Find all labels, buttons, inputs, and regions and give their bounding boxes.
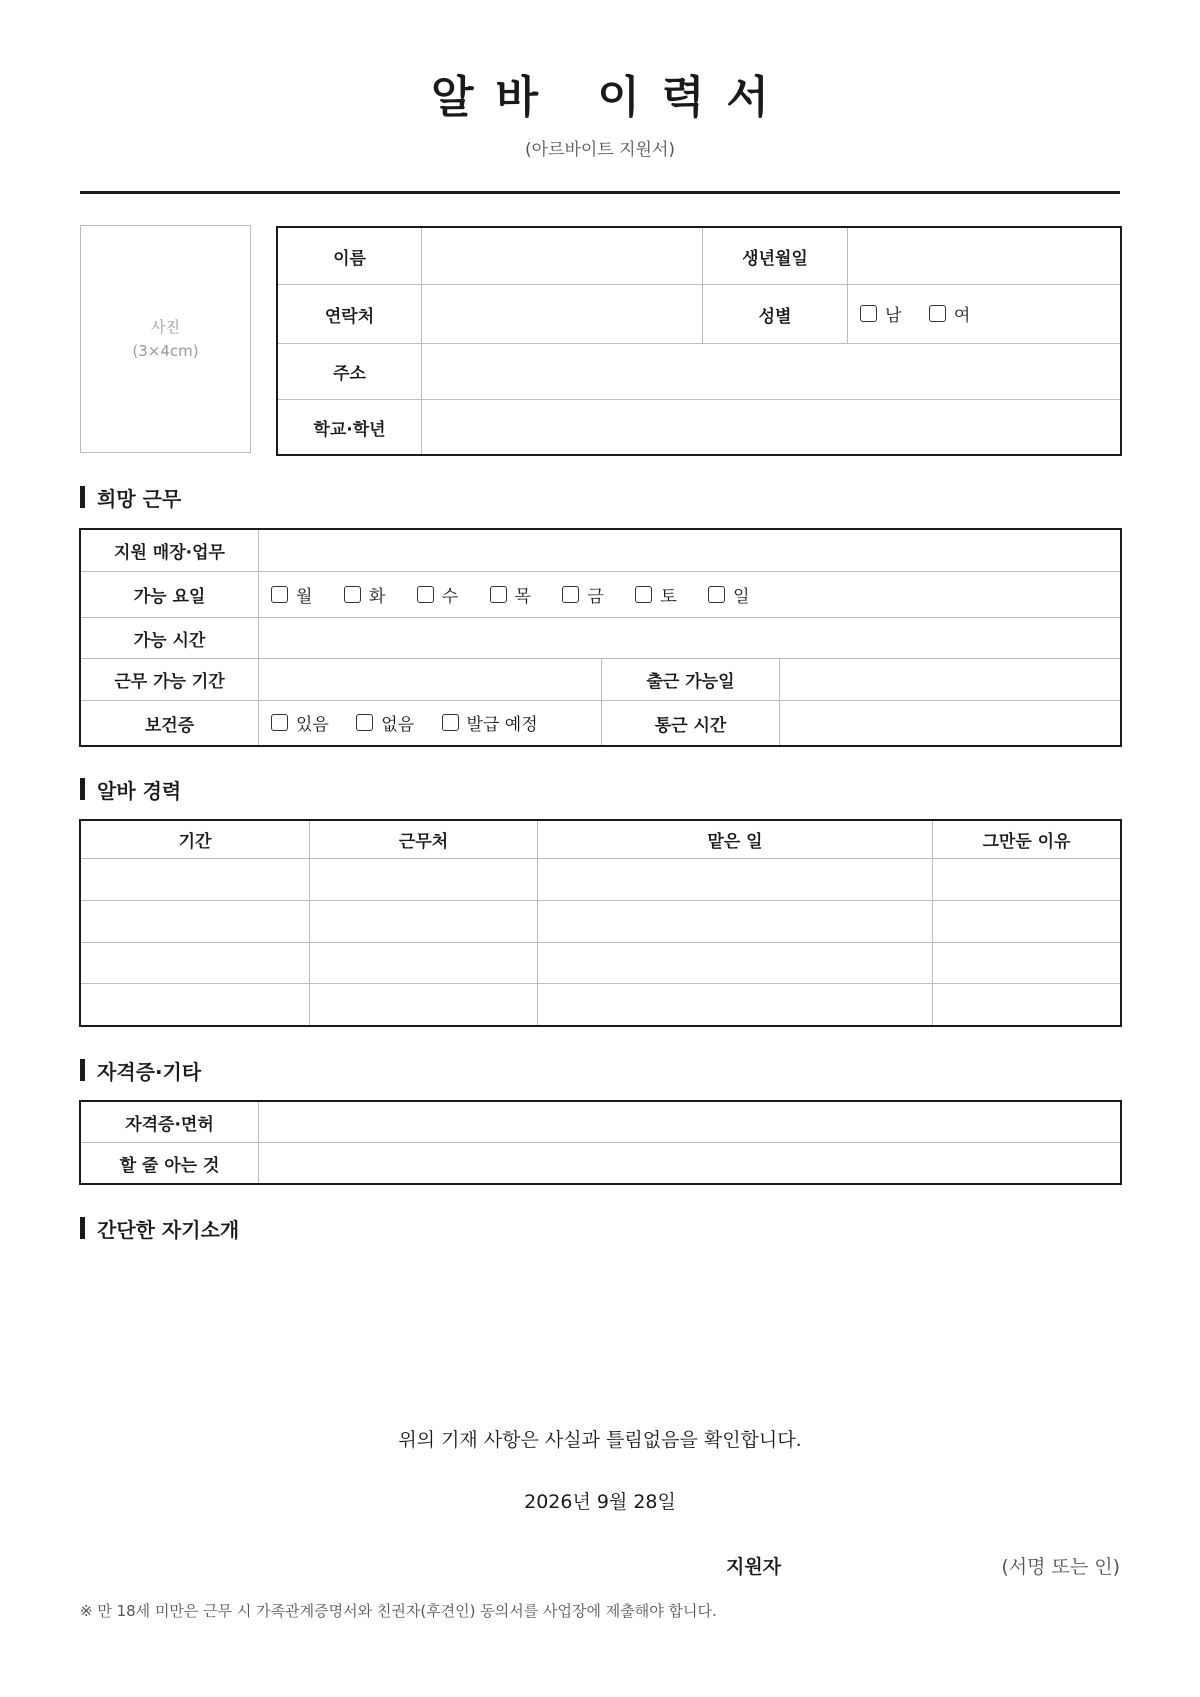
- school-label: 학교·학년: [278, 400, 422, 455]
- skills-field[interactable]: [259, 1143, 1121, 1184]
- health-cert-label: 보건증: [81, 701, 259, 746]
- table-cell[interactable]: [81, 984, 310, 1026]
- checkbox-icon: [417, 586, 434, 603]
- checkbox-icon: [635, 586, 652, 603]
- section-bar-icon: [80, 486, 85, 508]
- table-cell[interactable]: [81, 943, 310, 984]
- skills-label: 할 줄 아는 것: [81, 1143, 259, 1184]
- section-intro: [80, 1216, 239, 1240]
- table-row: [81, 984, 1121, 1026]
- column-header-duties: 맡은 일: [538, 821, 933, 859]
- table-cell[interactable]: [933, 859, 1121, 901]
- desired-work-table: [80, 529, 1121, 746]
- commute-label: 통근 시간: [602, 701, 780, 746]
- gender-female-checkbox[interactable]: 여: [929, 301, 970, 326]
- certs-table: [80, 1101, 1121, 1184]
- table-row: [81, 901, 1121, 943]
- day-sun-checkbox[interactable]: 일: [708, 582, 749, 607]
- column-header-workplace: 근무처: [310, 821, 538, 859]
- section-bar-icon: [80, 1059, 85, 1081]
- column-header-reason: 그만둔 이유: [933, 821, 1121, 859]
- gender-options: [848, 285, 1121, 344]
- section-heading: 자격증·기타: [97, 1059, 202, 1084]
- day-sat-checkbox[interactable]: 토: [635, 582, 676, 607]
- applicant-label: 지원자: [726, 1556, 782, 1578]
- table-cell[interactable]: [933, 943, 1121, 984]
- commute-field[interactable]: [780, 701, 1121, 746]
- photo-box[interactable]: [80, 225, 251, 453]
- table-cell[interactable]: [538, 901, 933, 943]
- section-heading: 간단한 자기소개: [97, 1217, 240, 1242]
- name-label: 이름: [278, 228, 422, 285]
- checkbox-icon: [271, 714, 288, 731]
- health-cert-options: [259, 701, 602, 746]
- section-heading: 알바 경력: [97, 778, 182, 803]
- photo-label: 사진: [151, 318, 180, 336]
- day-tue-checkbox[interactable]: 화: [344, 582, 385, 607]
- column-header-period: 기간: [81, 821, 310, 859]
- health-no-checkbox[interactable]: 없음: [356, 710, 414, 735]
- table-row: [81, 859, 1121, 901]
- address-field[interactable]: [422, 344, 1121, 400]
- page-title: 알바 이력서: [431, 72, 791, 123]
- hours-label: 가능 시간: [81, 618, 259, 659]
- period-label: 근무 가능 기간: [81, 659, 259, 701]
- birth-label: 생년월일: [703, 228, 848, 285]
- section-experience: [80, 777, 181, 801]
- confirmation-text: 위의 기재 사항은 사실과 틀림없음을 확인합니다.: [398, 1429, 802, 1451]
- table-cell[interactable]: [538, 943, 933, 984]
- health-yes-checkbox[interactable]: 있음: [271, 710, 329, 735]
- section-bar-icon: [80, 778, 85, 800]
- days-options: [259, 572, 1121, 618]
- table-cell[interactable]: [933, 901, 1121, 943]
- checkbox-icon: [708, 586, 725, 603]
- gender-male-checkbox[interactable]: 남: [860, 301, 901, 326]
- license-label: 자격증·면허: [81, 1102, 259, 1143]
- days-label: 가능 요일: [81, 572, 259, 618]
- title-divider: [80, 191, 1120, 194]
- table-cell[interactable]: [81, 859, 310, 901]
- school-field[interactable]: [422, 400, 1121, 455]
- checkbox-icon: [490, 586, 507, 603]
- table-cell[interactable]: [81, 901, 310, 943]
- store-label: 지원 매장·업무: [81, 530, 259, 572]
- section-certs: [80, 1058, 201, 1082]
- day-thu-checkbox[interactable]: 목: [490, 582, 531, 607]
- date-text: 2026년 9월 28일: [524, 1491, 676, 1513]
- day-fri-checkbox[interactable]: 금: [562, 582, 603, 607]
- checkbox-icon: [271, 586, 288, 603]
- table-cell[interactable]: [310, 901, 538, 943]
- health-pending-checkbox[interactable]: 발급 예정: [442, 710, 538, 735]
- checkbox-icon: [356, 714, 373, 731]
- birth-field[interactable]: [848, 228, 1121, 285]
- license-field[interactable]: [259, 1102, 1121, 1143]
- start-date-label: 출근 가능일: [602, 659, 780, 701]
- personal-info-table: [277, 227, 1121, 455]
- section-desired-work: [80, 485, 181, 509]
- section-heading: 희망 근무: [97, 486, 182, 511]
- table-row: [81, 943, 1121, 984]
- table-cell[interactable]: [310, 943, 538, 984]
- table-cell[interactable]: [310, 859, 538, 901]
- hours-field[interactable]: [259, 618, 1121, 659]
- contact-field[interactable]: [422, 285, 703, 344]
- period-field[interactable]: [259, 659, 602, 701]
- checkbox-icon: [344, 586, 361, 603]
- start-date-field[interactable]: [780, 659, 1121, 701]
- checkbox-icon: [860, 305, 877, 322]
- table-cell[interactable]: [933, 984, 1121, 1026]
- table-cell[interactable]: [538, 859, 933, 901]
- day-wed-checkbox[interactable]: 수: [417, 582, 458, 607]
- name-field[interactable]: [422, 228, 703, 285]
- section-bar-icon: [80, 1217, 85, 1239]
- page-subtitle: (아르바이트 지원서): [524, 140, 676, 160]
- day-mon-checkbox[interactable]: 월: [271, 582, 312, 607]
- checkbox-icon: [442, 714, 459, 731]
- applicant-signature-line: [700, 1552, 1120, 1580]
- photo-size-label: (3×4cm): [132, 342, 199, 360]
- table-cell[interactable]: [310, 984, 538, 1026]
- footnote: ※ 만 18세 미만은 근무 시 가족관계증명서와 친권자(후견인) 동의서를 사업장에 제출해야 합니다.: [80, 1602, 717, 1620]
- checkbox-icon: [562, 586, 579, 603]
- table-cell[interactable]: [538, 984, 933, 1026]
- intro-text-area[interactable]: [80, 1250, 1120, 1400]
- signature-field[interactable]: (서명 또는 인): [1001, 1556, 1120, 1578]
- experience-table: [80, 820, 1121, 1026]
- contact-label: 연락처: [278, 285, 422, 344]
- address-label: 주소: [278, 344, 422, 400]
- store-field[interactable]: [259, 530, 1121, 572]
- checkbox-icon: [929, 305, 946, 322]
- gender-label: 성별: [703, 285, 848, 344]
